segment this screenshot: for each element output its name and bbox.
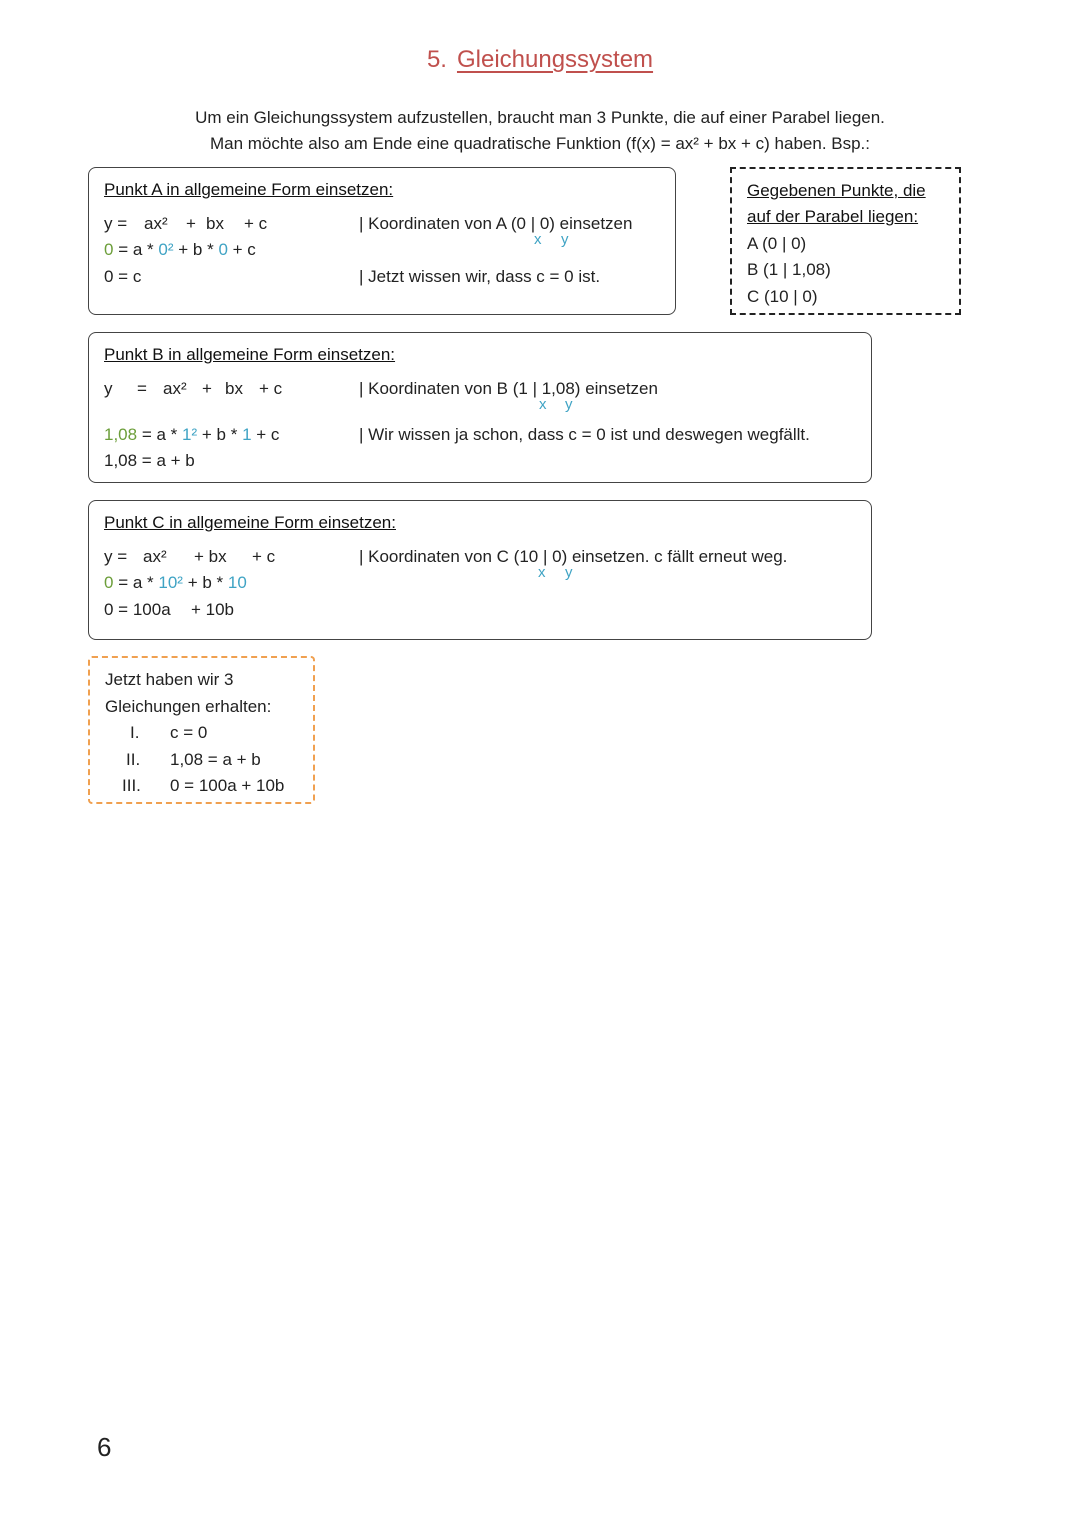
equation-roman-2: II.: [126, 750, 141, 769]
box-b-eq-plus: +: [202, 379, 212, 398]
box-b-x-label: x: [539, 396, 547, 413]
box-a-substitution: 0 = a * 0² + b * 0 + c: [104, 240, 256, 259]
page-number: 6: [97, 1432, 112, 1462]
box-a-note-2: | Jetzt wissen wir, dass c = 0 ist.: [359, 267, 601, 286]
equation-roman-3: III.: [122, 776, 141, 795]
box-a-eq-plus: +: [186, 214, 196, 233]
box-c-result-left: 0 = 100a: [104, 600, 171, 619]
given-point-a: A (0 | 0): [747, 234, 807, 253]
given-points-box: [730, 167, 961, 315]
box-a-x-label: x: [534, 231, 542, 248]
box-c-eq-c: + c: [252, 547, 276, 566]
given-point-c: C (10 | 0): [747, 287, 818, 306]
box-a-result: 0 = c: [104, 267, 142, 286]
box-a-eq-bx: bx: [206, 214, 224, 233]
box-a-heading: Punkt A in allgemeine Form einsetzen:: [104, 180, 394, 199]
box-a-eq-c: + c: [244, 214, 268, 233]
equation-2: 1,08 = a + b: [170, 750, 261, 769]
equation-roman-1: I.: [130, 723, 140, 742]
box-b-note-2: | Wir wissen ja schon, dass c = 0 ist und deswegen wegfällt.: [359, 425, 810, 444]
section-number: 5.: [426, 46, 447, 73]
box-b-y-label: y: [565, 396, 573, 413]
equation-3: 0 = 100a + 10b: [170, 776, 285, 795]
summary-box: [88, 656, 315, 804]
box-a-eq-ax: ax²: [144, 214, 168, 233]
box-a-y-label: y: [561, 231, 569, 248]
given-heading-1: Gegebenen Punkte, die: [747, 181, 926, 200]
summary-line-1: Jetzt haben wir 3: [105, 670, 234, 689]
box-c-eq-bx: + bx: [194, 547, 227, 566]
box-c-note-1: | Koordinaten von C (10 | 0) einsetzen. c fällt erneut weg.: [359, 547, 788, 566]
box-b-eq-ax: ax²: [163, 379, 187, 398]
summary-line-2: Gleichungen erhalten:: [105, 697, 272, 716]
box-b-substitution: 1,08 = a * 1² + b * 1 + c: [104, 425, 280, 444]
box-c-heading: Punkt C in allgemeine Form einsetzen:: [104, 513, 396, 532]
box-point-a: [88, 167, 676, 315]
box-point-b: [88, 332, 872, 483]
box-b-note-1: | Koordinaten von B (1 | 1,08) einsetzen: [359, 379, 658, 398]
page-title: [0, 46, 1080, 74]
box-b-result: 1,08 = a + b: [104, 451, 195, 470]
box-b-eq-equals: =: [137, 379, 147, 398]
given-heading-2: auf der Parabel liegen:: [747, 207, 919, 226]
box-b-eq-bx: bx: [225, 379, 243, 398]
intro-line-1: Um ein Gleichungssystem aufzustellen, braucht man 3 Punkte, die auf einer Parabel liegen.: [195, 108, 885, 127]
box-b-heading: Punkt B in allgemeine Form einsetzen:: [104, 345, 396, 364]
given-point-b: B (1 | 1,08): [747, 260, 831, 279]
box-b-eq-c: + c: [259, 379, 283, 398]
box-c-y-label: y: [565, 564, 573, 581]
box-c-eq-ax: ax²: [143, 547, 167, 566]
intro-line-2: Man möchte also am Ende eine quadratische Funktion (f(x) = ax² + bx + c) haben. Bsp.:: [209, 134, 871, 153]
box-c-substitution: 0 = a * 10² + b * 10: [104, 573, 247, 592]
box-c-result-right: + 10b: [191, 600, 235, 619]
box-b-eq-y: y: [104, 379, 113, 398]
box-a-note-1: | Koordinaten von A (0 | 0) einsetzen: [359, 214, 633, 233]
box-a-eq-y: y =: [104, 214, 128, 233]
equation-1: c = 0: [170, 723, 208, 742]
box-c-eq-y: y =: [104, 547, 128, 566]
box-c-x-label: x: [538, 564, 546, 581]
section-title: Gleichungssystem: [456, 46, 654, 73]
box-point-c: [88, 500, 872, 640]
